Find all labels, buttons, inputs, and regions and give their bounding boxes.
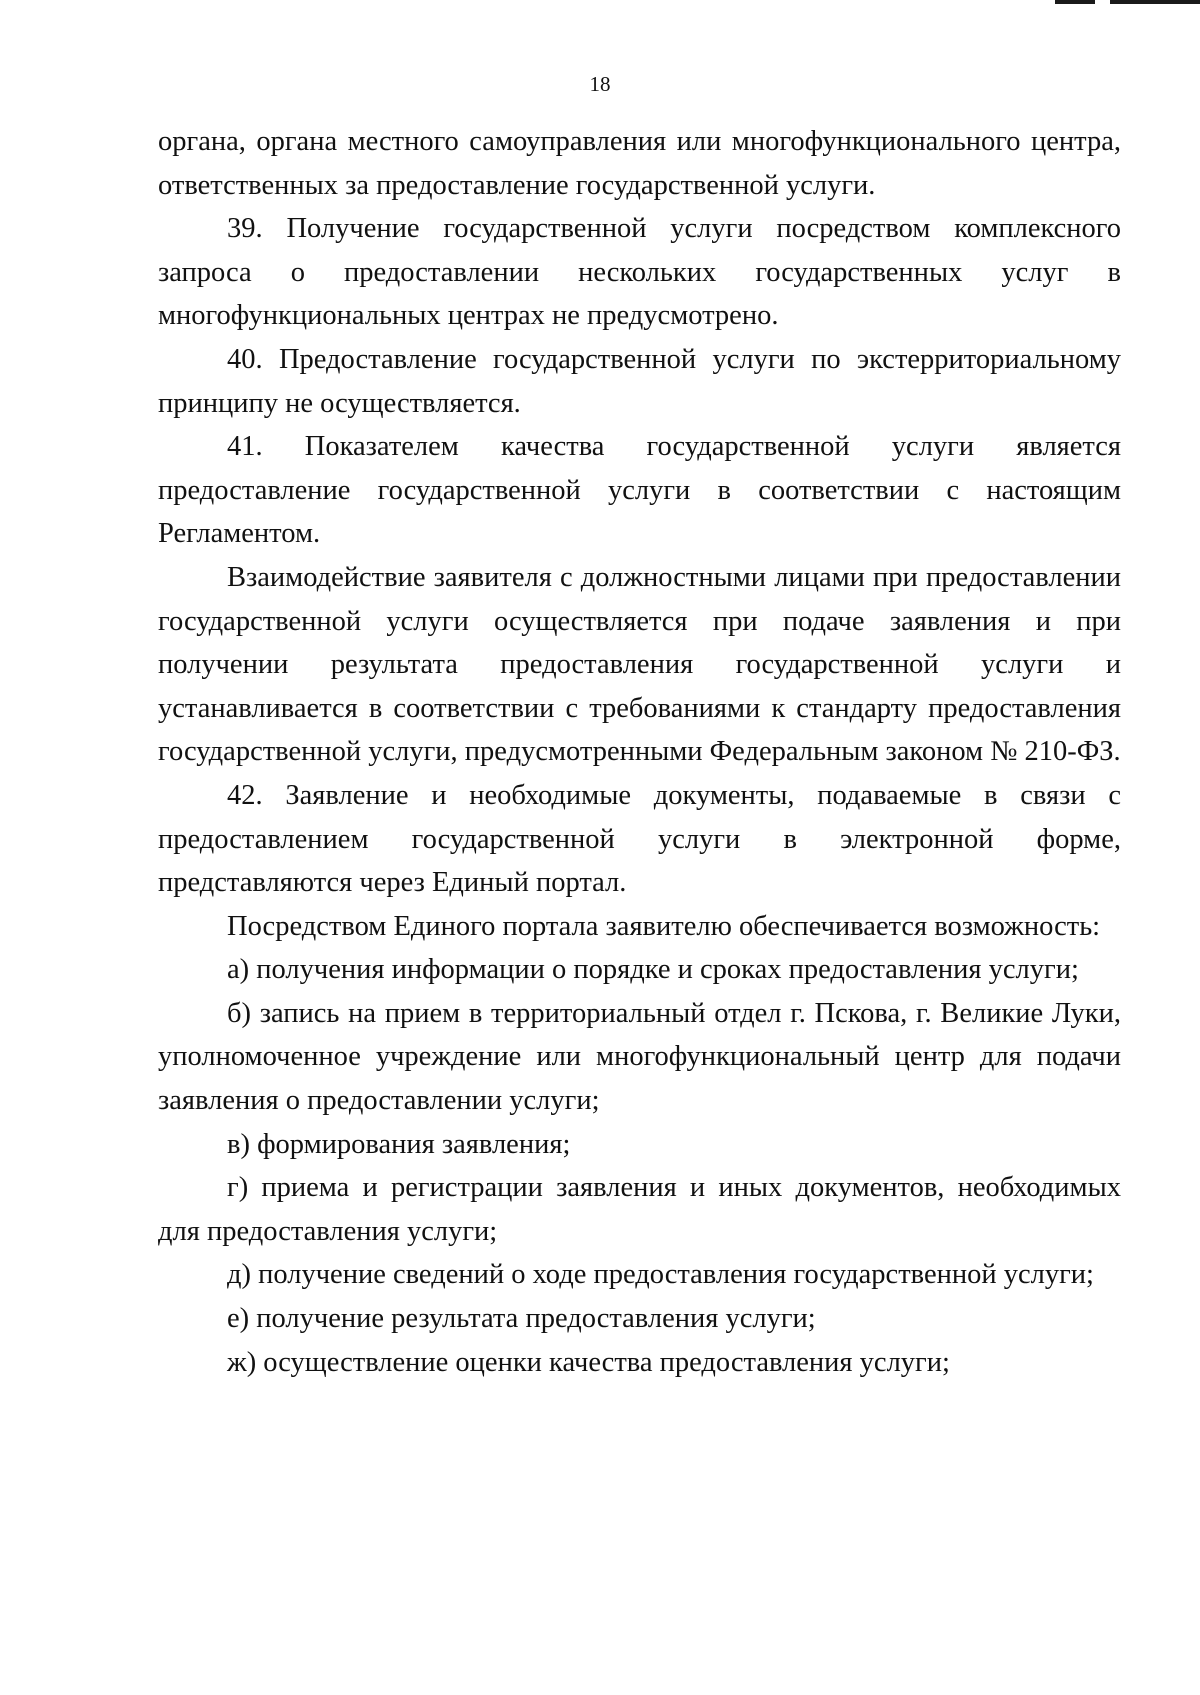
paragraph-continuation: органа, органа местного самоуправления или многофункционального центра, ответственных за предоставление государственной услуги. xyxy=(158,126,1121,201)
page-number: 18 xyxy=(589,72,611,96)
list-item-e: е) получение результата предоставления услуги; xyxy=(227,1303,816,1335)
list-item-d: д) получение сведений о ходе предоставления государственной услуги; xyxy=(227,1259,1094,1291)
list-item-zh: ж) осуществление оценки качества предоставления услуги; xyxy=(227,1346,950,1378)
paragraph-item-40: 40. Предоставление государственной услуги по экстерриториальному принципу не осуществляется. xyxy=(158,343,1121,419)
list-item-b: б) запись на прием в территориальный отдел г. Пскова, г. Великие Луки, уполномоченное учреждение или многофункциональный центр для подачи заявления о предоставлении услуги; xyxy=(158,997,1121,1117)
document-body xyxy=(158,120,1121,1384)
scan-edge-mark-segment xyxy=(1110,0,1200,4)
list-item-a: а) получения информации о порядке и сроках предоставления услуги; xyxy=(227,954,1079,986)
paragraph-item-41: 41. Показателем качества государственной услуги является предоставление государственной услуги в соответствии с настоящим Регламентом. xyxy=(158,431,1121,550)
list-item-v: в) формирования заявления; xyxy=(227,1128,571,1160)
paragraph-item-42: 42. Заявление и необходимые документы, подаваемые в связи с предоставлением государственной услуги в электронной форме, представляются через Единый портал. xyxy=(158,779,1121,899)
list-item-g: г) приема и регистрации заявления и иных документов, необходимых для предоставления услуги; xyxy=(158,1172,1121,1247)
scan-edge-mark-segment xyxy=(1055,0,1095,4)
paragraph-item-39: 39. Получение государственной услуги посредством комплексного запроса о предоставлении нескольких государственных услуг в многофункциональных центрах не предусмотрено. xyxy=(158,213,1121,332)
paragraph-portal-intro: Посредством Единого портала заявителю обеспечивается возможность: xyxy=(227,910,1101,942)
scan-edge-mark xyxy=(1055,0,1200,6)
paragraph-interaction: Взаимодействие заявителя с должностными лицами при предоставлении государственной услуги осуществляется при подаче заявления и при получении результата предоставления государственной услуги и устанавливается в соответствии с требованиями к стандарту предоставления государственной услуги, предусмотренными Федеральным законом № 210-ФЗ. xyxy=(158,561,1121,768)
